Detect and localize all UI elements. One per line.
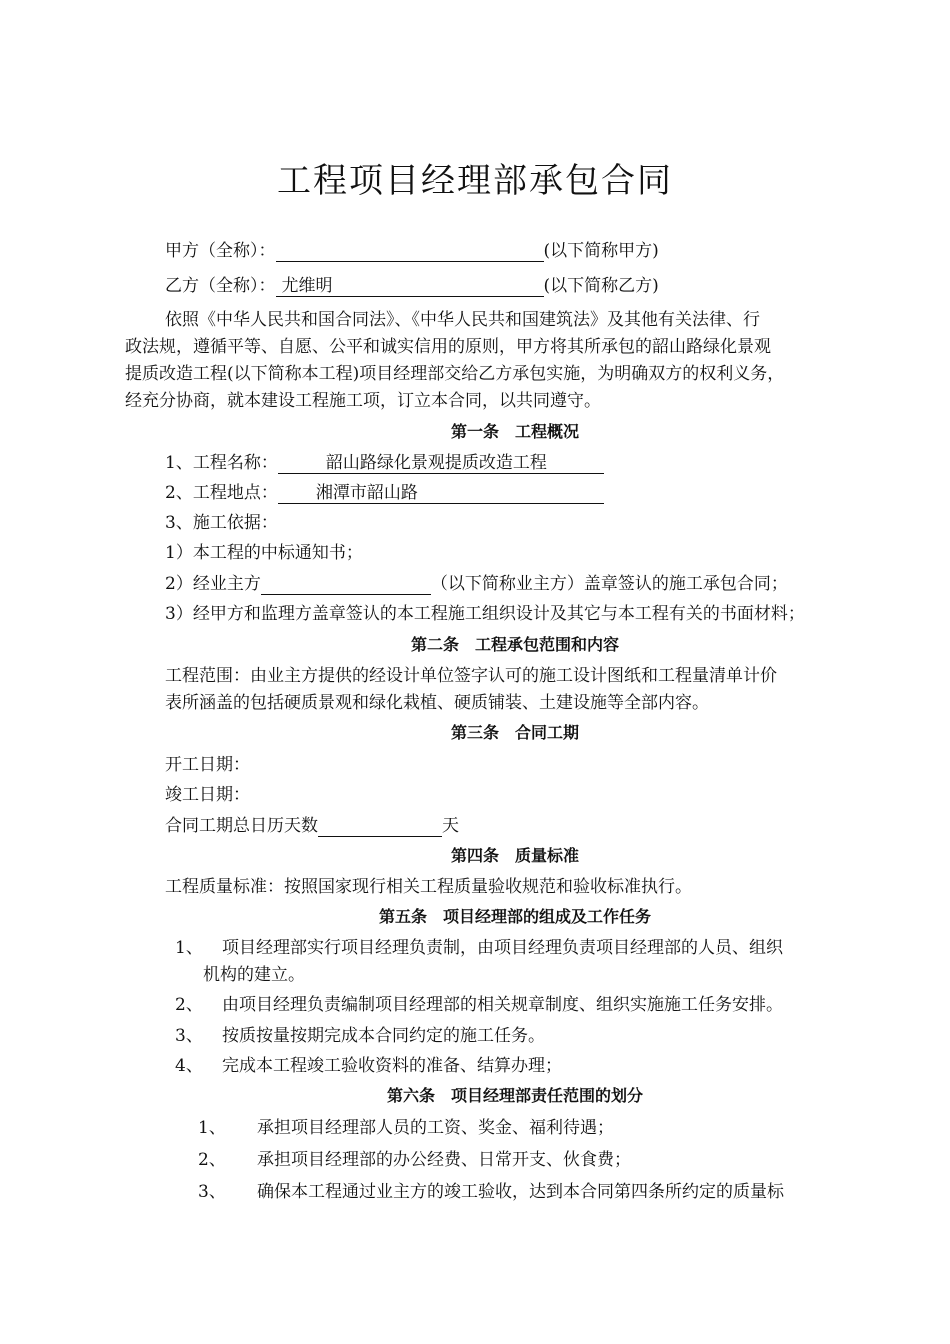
art5-item-3-text: 按质按量按期完成本合同约定的施工任务。 [222, 1026, 545, 1046]
art5-item-3-num: 3、 [175, 1026, 203, 1046]
owner-blank[interactable] [261, 594, 431, 595]
art6-item-3-text: 确保本工程通过业主方的竣工验收，达到本合同第四条所约定的质量标 [257, 1182, 784, 1202]
art6-item-2-num: 2、 [198, 1150, 226, 1170]
project-name-value: 韶山路绿化景观提质改造工程 [325, 453, 547, 473]
party-b-label: 乙方（全称）： [165, 276, 276, 296]
article-3-heading: 第三条 合同工期 [450, 723, 579, 742]
party-b-suffix: (以下简称乙方) [543, 276, 659, 296]
art5-item-1-cont: 机构的建立。 [203, 965, 305, 985]
article-4-heading: 第四条 质量标准 [450, 846, 579, 865]
article-5-heading: 第五条 项目经理部的组成及工作任务 [378, 907, 651, 926]
basis-item-2-post: （以下简称业主方）盖章签认的施工承包合同； [430, 574, 788, 594]
party-b-line [165, 275, 659, 297]
preamble-line-2: 政法规，遵循平等、自愿、公平和诚实信用的原则，甲方将其所承包的韶山路绿化景观 [125, 337, 771, 357]
basis-label: 3、施工依据： [165, 513, 278, 533]
party-a-label: 甲方（全称）： [165, 241, 276, 261]
end-date-label: 竣工日期： [165, 785, 250, 805]
art6-item-1-text: 承担项目经理部人员的工资、奖金、福利待遇； [257, 1118, 614, 1138]
art5-item-1-text: 项目经理部实行项目经理负责制，由项目经理负责项目经理部的人员、组织 [222, 938, 783, 958]
art5-item-4-num: 4、 [175, 1056, 203, 1076]
project-name-label: 1、工程名称： [165, 453, 278, 473]
party-a-line [165, 240, 659, 262]
duration-unit: 天 [442, 816, 459, 836]
article-2-heading: 第二条 工程承包范围和内容 [410, 635, 619, 654]
article-1-heading: 第一条 工程概况 [450, 422, 579, 441]
scope-line-1: 工程范围：由业主方提供的经设计单位签字认可的施工设计图纸和工程量清单计价 [165, 666, 777, 686]
article-6-heading: 第六条 项目经理部责任范围的划分 [386, 1086, 643, 1105]
document-title: 工程项目经理部承包合同 [277, 161, 673, 201]
party-a-blank[interactable] [276, 261, 544, 262]
party-a-suffix: (以下简称甲方) [543, 241, 659, 261]
art5-item-2-num: 2、 [175, 995, 203, 1015]
preamble-line-3: 提质改造工程(以下简称本工程)项目经理部交给乙方承包实施，为明确双方的权利义务， [125, 364, 785, 384]
project-name-line [165, 452, 604, 474]
party-b-name: 尤维明 [281, 276, 333, 296]
quality-standard: 工程质量标准：按照国家现行相关工程质量验收规范和验收标准执行。 [165, 877, 692, 897]
duration-label: 合同工期总日历天数 [165, 816, 318, 836]
preamble-line-1: 依照《中华人民共和国合同法》、《中华人民共和国建筑法》及其他有关法律、行 [165, 310, 760, 330]
preamble-line-4: 经充分协商，就本建设工程施工项，订立本合同，以共同遵守。 [125, 391, 601, 411]
basis-item-2-pre: 2）经业主方 [165, 574, 261, 594]
art6-item-2-text: 承担项目经理部的办公经费、日常开支、伙食费； [257, 1150, 631, 1170]
art5-item-1-num: 1、 [175, 938, 203, 958]
start-date-label: 开工日期： [165, 755, 250, 775]
duration-blank[interactable] [318, 836, 442, 837]
project-site-label: 2、工程地点： [165, 483, 278, 503]
basis-item-3: 3）经甲方和监理方盖章签认的本工程施工组织设计及其它与本工程有关的书面材料； [165, 604, 805, 624]
project-site-value: 湘潭市韶山路 [315, 483, 418, 503]
basis-item-2 [165, 573, 788, 595]
art5-item-2-text: 由项目经理负责编制项目经理部的相关规章制度、组织实施施工任务安排。 [222, 995, 783, 1015]
art6-item-3-num: 3、 [198, 1182, 226, 1202]
project-site-line [165, 482, 604, 504]
basis-item-1: 1）本工程的中标通知书； [165, 543, 363, 563]
art5-item-4-text: 完成本工程竣工验收资料的准备、结算办理； [222, 1056, 562, 1076]
party-b-field[interactable] [276, 277, 544, 297]
duration-line [165, 815, 459, 837]
project-name-field[interactable] [278, 454, 604, 474]
project-site-field[interactable] [278, 484, 604, 504]
scope-line-2: 表所涵盖的包括硬质景观和绿化栽植、硬质铺装、土建设施等全部内容。 [165, 693, 709, 713]
art6-item-1-num: 1、 [198, 1118, 226, 1138]
